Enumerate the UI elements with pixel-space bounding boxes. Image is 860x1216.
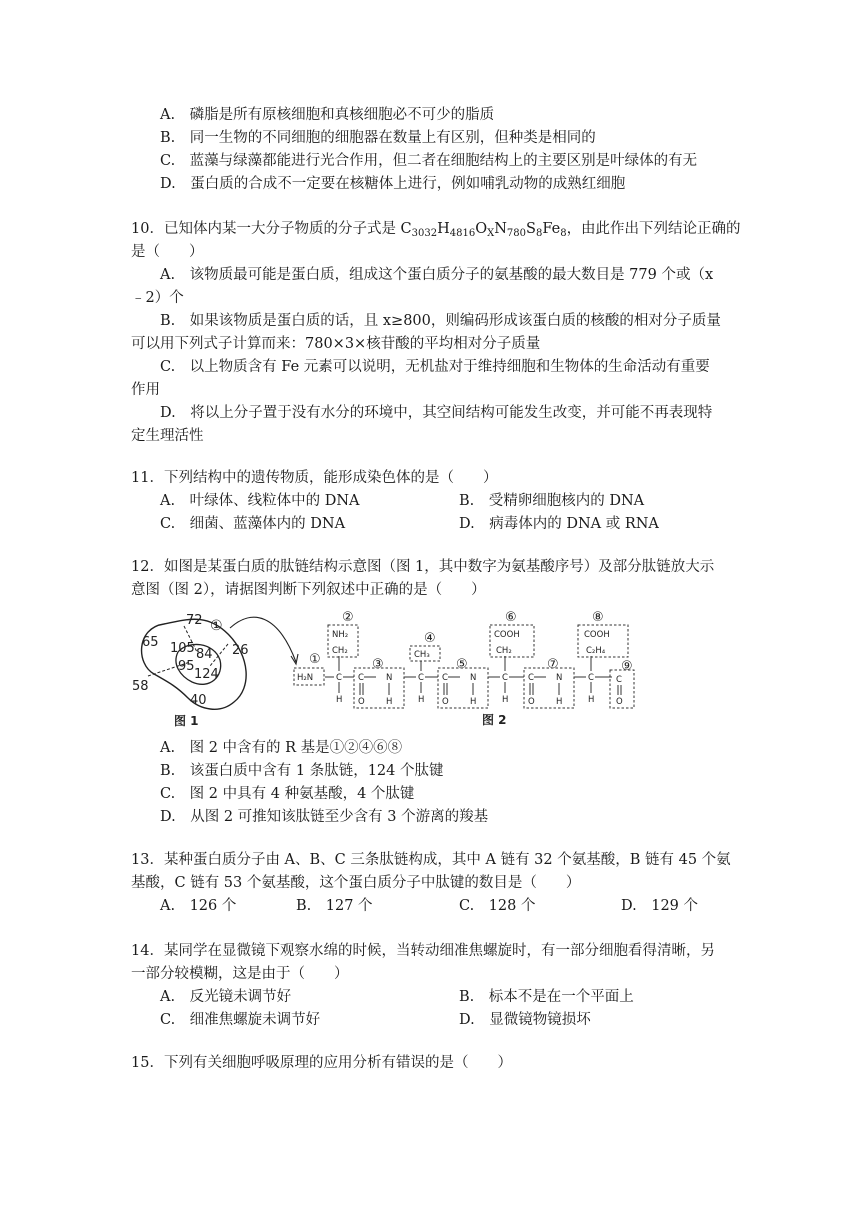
q14-option-d: D. 显微镜物镜损坏 <box>459 1012 591 1028</box>
fig2-circle-9: ⑨ <box>621 659 633 674</box>
fig2-circle-2: ② <box>342 610 354 625</box>
fig2-circle-8: ⑧ <box>592 610 604 625</box>
atom-c: C <box>418 673 424 683</box>
q9-option-d: D. 蛋白质的合成不一定要在核糖体上进行，例如哺乳动物的成熟红细胞 <box>160 176 626 192</box>
q12-option-c: C. 图 2 中具有 4 种氨基酸，4 个肽键 <box>160 786 415 802</box>
figure-1-caption: 图 1 <box>174 714 199 728</box>
atom-c: C <box>358 673 364 683</box>
atom-n: N <box>386 673 393 683</box>
q13-option-b: B. 127 个 <box>296 898 373 914</box>
atom-o: O <box>358 697 365 707</box>
atom-n: N <box>556 673 563 683</box>
fig1-label-105: 105 <box>170 641 195 656</box>
q9-option-a: A. 磷脂是所有原核细胞和真核细胞必不可少的脂质 <box>160 107 495 123</box>
q11-option-d: D. 病毒体内的 DNA 或 RNA <box>459 516 659 532</box>
q13-stem-line1: 13．某种蛋白质分子由 A、B、C 三条肽链构成，其中 A 链有 32 个氨基酸，B 链有 45 个氨 <box>131 852 731 868</box>
figure-2-caption: 图 2 <box>482 713 507 727</box>
atom-o: O <box>442 697 449 707</box>
q11-option-c: C. 细菌、蓝藻体内的 DNA <box>160 516 346 532</box>
fig2-circle-4: ④ <box>424 631 436 646</box>
atom-c: C <box>502 673 508 683</box>
fig2-circle-6: ⑥ <box>505 610 517 625</box>
q9-option-c: C. 蓝藻与绿藻都能进行光合作用，但二者在细胞结构上的主要区别是叶绿体的有无 <box>160 153 698 169</box>
q13-option-d: D. 129 个 <box>621 898 699 914</box>
group-8-c2h4: C₂H₄ <box>586 646 606 656</box>
group-8-cooh: COOH <box>584 630 610 640</box>
group-6-ch2: CH₂ <box>496 646 512 656</box>
atom-c: C <box>588 673 594 683</box>
q10-option-d-line1: D. 将以上分子置于没有水分的环境中，其空间结构可能发生改变，并可能不再表现特 <box>160 405 713 421</box>
figure-2-peptide-structure <box>292 608 644 730</box>
q12-stem-line2: 意图（图 2），请据图判断下列叙述中正确的是（ ） <box>131 582 486 598</box>
q10-option-a-line1: A. 该物质最可能是蛋白质，组成这个蛋白质分子的氨基酸的最大数目是 779 个或（x <box>160 267 714 283</box>
q13-option-c: C. 128 个 <box>459 898 536 914</box>
atom-h: H <box>470 697 477 707</box>
fig1-label-65: 65 <box>142 635 159 650</box>
atom-c: C <box>616 675 622 685</box>
atom-h: H <box>588 695 595 705</box>
q10-option-c-line1: C. 以上物质含有 Fe 元素可以说明，无机盐对于维持细胞和生物体的生命活动有重要 <box>160 359 710 375</box>
q13-option-a: A. 126 个 <box>160 898 237 914</box>
fig2-circle-1: ① <box>309 652 321 667</box>
fig1-label-95: 95 <box>178 659 195 674</box>
q12-option-d: D. 从图 2 可推知该肽链至少含有 3 个游离的羧基 <box>160 809 489 825</box>
q10-stem-line2: 是（ ） <box>131 244 204 260</box>
figure-1-peptide-loop <box>128 606 303 731</box>
q13-stem-line2: 基酸，C 链有 53 个氨基酸，这个蛋白质分子中肽键的数目是（ ） <box>131 875 581 891</box>
group-6-cooh: COOH <box>494 630 520 640</box>
q15-stem: 15．下列有关细胞呼吸原理的应用分析有错误的是（ ） <box>131 1055 512 1071</box>
atom-h: H <box>386 697 393 707</box>
q9-option-b: B. 同一生物的不同细胞的细胞器在数量上有区别，但种类是相同的 <box>160 130 596 146</box>
atom-h: H <box>418 695 425 705</box>
q10-option-a-line2: ﹣2）个 <box>131 290 184 306</box>
atom-n: N <box>470 673 477 683</box>
fig1-label-72: 72 <box>186 613 203 628</box>
fig1-label-84: 84 <box>196 647 213 662</box>
disulfide-bond-3 <box>210 644 228 666</box>
fig1-label-124: 124 <box>194 667 219 682</box>
q11-option-b: B. 受精卵细胞核内的 DNA <box>459 493 645 509</box>
q11-option-a: A. 叶绿体、线粒体中的 DNA <box>160 493 360 509</box>
q12-stem-line1: 12．如图是某蛋白质的肽链结构示意图（图 1，其中数字为氨基酸序号）及部分肽链放大示 <box>131 559 715 575</box>
atom-o: O <box>528 697 535 707</box>
atom-o: O <box>616 697 623 707</box>
q14-option-c: C. 细准焦螺旋未调节好 <box>160 1012 321 1028</box>
group-1-h2n: H₂N <box>297 673 314 683</box>
fig1-label-26: 26 <box>232 643 249 658</box>
fig2-circle-3: ③ <box>372 657 384 672</box>
atom-c: C <box>336 673 342 683</box>
fig1-label-58: 58 <box>132 679 149 694</box>
q12-option-b: B. 该蛋白质中含有 1 条肽链，124 个肽键 <box>160 763 444 779</box>
q10-option-c-line2: 作用 <box>131 382 160 398</box>
atom-c: C <box>528 673 534 683</box>
q14-stem-line1: 14．某同学在显微镜下观察水绵的时候，当转动细准焦螺旋时，有一部分细胞看得清晰，另 <box>131 943 715 959</box>
atom-h: H <box>556 697 563 707</box>
fig1-label-40: 40 <box>190 693 207 708</box>
q10-stem-line1: 10．已知体内某一大分子物质的分子式是 $C_{3032}H_{4816}O_XN_{780}S_8Fe_8$，由此作出下列结论正确的 <box>131 221 741 239</box>
atom-h: H <box>502 695 509 705</box>
q10-option-b-line2: 可以用下列式子计算而来：780×3×核苷酸的平均相对分子质量 <box>131 336 541 352</box>
atom-h: H <box>336 695 343 705</box>
q14-stem-line2: 一部分较模糊，这是由于（ ） <box>131 966 349 982</box>
q11-stem: 11．下列结构中的遗传物质，能形成染色体的是（ ） <box>131 470 498 486</box>
group-2-nh2: NH₂ <box>332 630 349 640</box>
q12-option-a: A. 图 2 中含有的 R 基是①②④⑥⑧ <box>160 740 403 756</box>
fig1-label-start: ① <box>210 618 223 634</box>
q14-option-b: B. 标本不是在一个平面上 <box>459 989 634 1005</box>
q10-option-d-line2: 定生理活性 <box>131 428 204 444</box>
group-2-ch2: CH₂ <box>332 646 348 656</box>
atom-c: C <box>442 673 448 683</box>
fig2-circle-7: ⑦ <box>547 657 559 672</box>
q10-option-b-line1: B. 如果该物质是蛋白质的话，且 x≥800，则编码形成该蛋白质的核酸的相对分子质量 <box>160 313 721 329</box>
q14-option-a: A. 反光镜未调节好 <box>160 989 292 1005</box>
fig2-circle-5: ⑤ <box>456 657 468 672</box>
group-4-ch3: CH₃ <box>414 650 430 660</box>
